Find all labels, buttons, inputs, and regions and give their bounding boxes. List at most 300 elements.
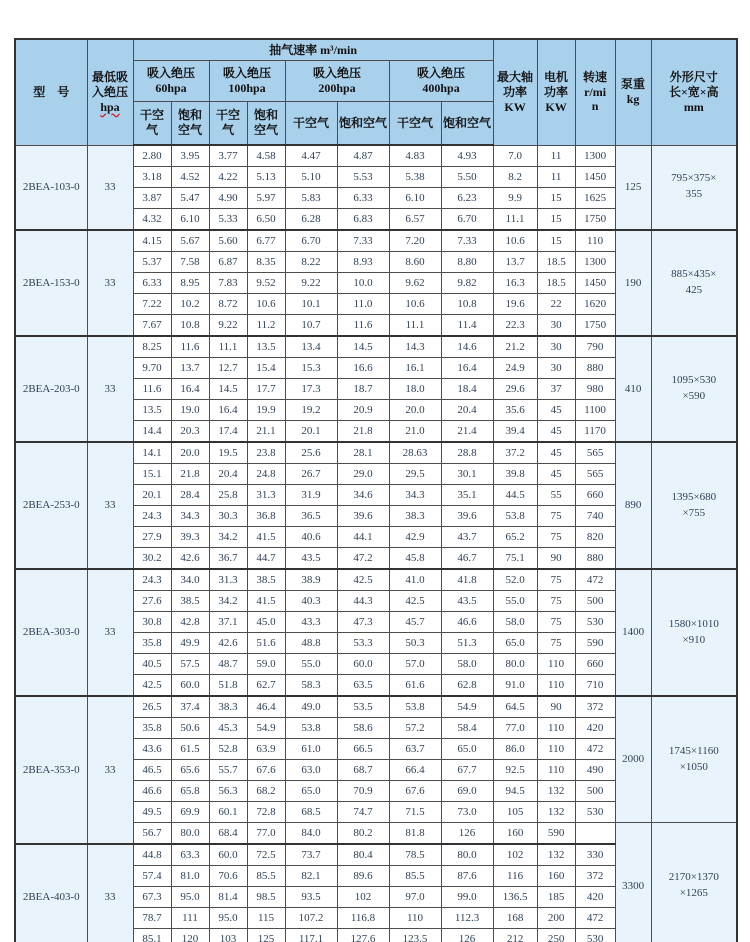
data-cell: 62.7 <box>247 675 285 697</box>
data-cell: 56.3 <box>209 781 247 802</box>
data-cell: 45.0 <box>247 612 285 633</box>
data-cell: 36.7 <box>209 548 247 570</box>
data-cell: 45 <box>537 421 575 443</box>
data-cell: 35.8 <box>133 718 171 739</box>
data-cell: 7.67 <box>133 315 171 337</box>
data-cell: 48.8 <box>285 633 337 654</box>
data-cell: 13.4 <box>285 336 337 358</box>
data-cell: 35.6 <box>493 400 537 421</box>
data-cell: 20.1 <box>285 421 337 443</box>
table-row <box>15 442 737 464</box>
data-cell: 110 <box>537 760 575 781</box>
data-cell: 80.0 <box>441 844 493 866</box>
data-cell: 34.3 <box>171 506 209 527</box>
data-cell: 54.9 <box>247 718 285 739</box>
data-cell: 26.7 <box>285 464 337 485</box>
model-cell: 2BEA-203-0 <box>15 336 87 442</box>
data-cell: 53.8 <box>493 506 537 527</box>
data-cell: 1750 <box>575 209 615 231</box>
data-cell: 420 <box>575 718 615 739</box>
data-cell: 7.58 <box>171 252 209 273</box>
model-cell: 2BEA-103-0 <box>15 145 87 230</box>
data-cell: 20.9 <box>337 400 389 421</box>
data-cell: 98.5 <box>247 887 285 908</box>
data-cell: 10.8 <box>171 315 209 337</box>
data-cell: 61.6 <box>389 675 441 697</box>
header-dry-air-400: 干空气 <box>389 102 441 146</box>
data-cell: 16.4 <box>171 379 209 400</box>
data-cell: 44.3 <box>337 591 389 612</box>
data-cell: 11.6 <box>337 315 389 337</box>
data-cell: 21.2 <box>493 336 537 358</box>
data-cell: 13.7 <box>493 252 537 273</box>
header-suction-200hpa <box>285 61 389 102</box>
data-cell: 102 <box>493 844 537 866</box>
data-cell: 43.7 <box>441 527 493 548</box>
data-cell: 18.7 <box>337 379 389 400</box>
data-cell: 58.6 <box>337 718 389 739</box>
data-cell: 126 <box>441 823 493 845</box>
table-row <box>15 145 737 167</box>
data-cell: 28.1 <box>337 442 389 464</box>
data-cell: 103 <box>209 929 247 942</box>
data-cell: 330 <box>575 844 615 866</box>
data-cell: 69.9 <box>171 802 209 823</box>
data-cell: 372 <box>575 866 615 887</box>
data-cell <box>575 823 615 845</box>
data-cell: 40.3 <box>285 591 337 612</box>
pump-weight-cell: 410 <box>615 336 651 442</box>
data-cell: 565 <box>575 442 615 464</box>
data-cell: 472 <box>575 569 615 591</box>
header-saturated-air-200: 饱和空气 <box>337 102 389 146</box>
data-cell: 58.4 <box>441 718 493 739</box>
header-suction-60hpa <box>133 61 209 102</box>
table-row <box>15 569 737 591</box>
data-cell: 30 <box>537 336 575 358</box>
data-cell: 14.1 <box>133 442 171 464</box>
data-cell: 62.8 <box>441 675 493 697</box>
data-cell: 21.8 <box>337 421 389 443</box>
header-pump-weight <box>615 39 651 145</box>
data-cell: 60.0 <box>171 675 209 697</box>
data-cell: 95.0 <box>209 908 247 929</box>
data-cell: 19.6 <box>493 294 537 315</box>
data-cell: 15 <box>537 209 575 231</box>
data-cell: 5.47 <box>171 188 209 209</box>
data-cell: 68.5 <box>285 802 337 823</box>
data-cell: 91.0 <box>493 675 537 697</box>
data-cell: 49.9 <box>171 633 209 654</box>
min-pressure-label: 最低吸入绝压 <box>91 69 128 99</box>
data-cell: 12.7 <box>209 358 247 379</box>
dims-line: 355 <box>685 188 703 201</box>
data-cell: 48.7 <box>209 654 247 675</box>
data-cell: 30.2 <box>133 548 171 570</box>
data-cell: 11.6 <box>133 379 171 400</box>
header-rotation-speed <box>575 39 615 145</box>
data-cell: 24.3 <box>133 506 171 527</box>
data-cell: 85.5 <box>247 866 285 887</box>
min-pressure-cell: 33 <box>87 145 133 230</box>
header-model: 型 号 <box>15 39 87 145</box>
data-cell: 75 <box>537 612 575 633</box>
data-cell: 19.2 <box>285 400 337 421</box>
data-cell: 15 <box>537 188 575 209</box>
data-cell: 85.1 <box>133 929 171 942</box>
data-cell: 93.5 <box>285 887 337 908</box>
dimensions-unit: mm <box>683 99 704 114</box>
data-cell: 73.0 <box>441 802 493 823</box>
data-cell: 53.3 <box>337 633 389 654</box>
data-cell: 18.5 <box>537 252 575 273</box>
data-cell: 28.4 <box>171 485 209 506</box>
header-max-shaft-power <box>493 39 537 145</box>
data-cell: 65.0 <box>441 739 493 760</box>
header-saturated-air-100: 饱和空气 <box>247 102 285 146</box>
data-cell: 16.6 <box>337 358 389 379</box>
data-cell: 44.1 <box>337 527 389 548</box>
data-cell: 42.6 <box>171 548 209 570</box>
data-cell: 69.0 <box>441 781 493 802</box>
data-cell: 6.77 <box>247 230 285 252</box>
data-cell: 27.9 <box>133 527 171 548</box>
data-cell: 45 <box>537 442 575 464</box>
data-cell: 55 <box>537 485 575 506</box>
data-cell: 39.3 <box>171 527 209 548</box>
data-cell: 660 <box>575 654 615 675</box>
data-cell: 75 <box>537 569 575 591</box>
data-cell: 4.93 <box>441 145 493 167</box>
data-cell: 63.7 <box>389 739 441 760</box>
data-cell: 35.1 <box>441 485 493 506</box>
data-cell: 64.5 <box>493 696 537 718</box>
data-cell: 67.7 <box>441 760 493 781</box>
data-cell: 5.38 <box>389 167 441 188</box>
data-cell: 500 <box>575 591 615 612</box>
data-cell: 19.9 <box>247 400 285 421</box>
data-cell: 70.6 <box>209 866 247 887</box>
min-pressure-cell: 33 <box>87 442 133 569</box>
dimensions-cell <box>651 823 737 942</box>
data-cell: 530 <box>575 612 615 633</box>
data-cell: 85.5 <box>389 866 441 887</box>
data-cell: 39.8 <box>493 464 537 485</box>
header-dimensions <box>651 39 737 145</box>
data-cell: 34.2 <box>209 527 247 548</box>
data-cell: 9.82 <box>441 273 493 294</box>
suction-label: 吸入绝压 <box>222 66 271 80</box>
dims-line: ×1050 <box>679 760 708 773</box>
data-cell: 50.3 <box>389 633 441 654</box>
data-cell: 60.0 <box>337 654 389 675</box>
data-cell: 8.22 <box>285 252 337 273</box>
data-cell: 45.3 <box>209 718 247 739</box>
data-cell: 820 <box>575 527 615 548</box>
data-cell: 66.4 <box>389 760 441 781</box>
data-cell: 60.1 <box>209 802 247 823</box>
data-cell: 34.2 <box>209 591 247 612</box>
data-cell: 1300 <box>575 252 615 273</box>
data-cell: 52.0 <box>493 569 537 591</box>
data-cell: 42.8 <box>171 612 209 633</box>
data-cell: 115 <box>247 908 285 929</box>
data-cell: 1450 <box>575 273 615 294</box>
data-cell: 4.90 <box>209 188 247 209</box>
data-cell: 15.3 <box>285 358 337 379</box>
data-cell: 1300 <box>575 145 615 167</box>
data-cell: 5.67 <box>171 230 209 252</box>
data-cell: 46.5 <box>133 760 171 781</box>
data-cell: 7.83 <box>209 273 247 294</box>
pump-weight-cell: 2000 <box>615 696 651 823</box>
data-cell: 31.3 <box>247 485 285 506</box>
data-cell: 31.9 <box>285 485 337 506</box>
data-cell: 40.6 <box>285 527 337 548</box>
data-cell: 21.0 <box>389 421 441 443</box>
suction-value: 400hpa <box>422 81 460 95</box>
data-cell: 132 <box>537 781 575 802</box>
data-cell: 36.5 <box>285 506 337 527</box>
data-cell: 75.1 <box>493 548 537 570</box>
data-cell: 5.33 <box>209 209 247 231</box>
data-cell: 67.6 <box>389 781 441 802</box>
data-cell: 81.4 <box>209 887 247 908</box>
data-cell: 65.6 <box>171 760 209 781</box>
data-cell: 52.8 <box>209 739 247 760</box>
data-cell: 42.6 <box>209 633 247 654</box>
data-cell: 81.8 <box>389 823 441 845</box>
data-cell: 29.0 <box>337 464 389 485</box>
data-cell: 60.0 <box>209 844 247 866</box>
model-cell: 2BEA-403-0 <box>15 844 87 942</box>
data-cell: 9.62 <box>389 273 441 294</box>
data-cell: 68.7 <box>337 760 389 781</box>
data-cell: 18.4 <box>441 379 493 400</box>
data-cell: 710 <box>575 675 615 697</box>
data-cell: 10.2 <box>171 294 209 315</box>
data-cell: 127.6 <box>337 929 389 942</box>
data-cell: 420 <box>575 887 615 908</box>
data-cell: 11 <box>537 145 575 167</box>
data-cell: 34.6 <box>337 485 389 506</box>
data-cell: 4.22 <box>209 167 247 188</box>
data-cell: 132 <box>537 844 575 866</box>
model-cell: 2BEA-253-0 <box>15 442 87 569</box>
data-cell: 45.7 <box>389 612 441 633</box>
data-cell: 99.0 <box>441 887 493 908</box>
dims-line: 425 <box>685 284 703 296</box>
data-cell: 14.5 <box>209 379 247 400</box>
data-cell: 34.0 <box>171 569 209 591</box>
data-cell: 39.6 <box>441 506 493 527</box>
data-cell: 16.1 <box>389 358 441 379</box>
data-cell: 42.9 <box>389 527 441 548</box>
data-cell: 78.7 <box>133 908 171 929</box>
data-cell: 13.5 <box>133 400 171 421</box>
dimensions-cell <box>651 145 737 230</box>
data-cell: 26.5 <box>133 696 171 718</box>
motor-power-unit: KW <box>545 99 567 114</box>
data-cell: 17.3 <box>285 379 337 400</box>
model-cell: 2BEA-353-0 <box>15 696 87 844</box>
data-cell: 28.63 <box>389 442 441 464</box>
data-cell: 105 <box>493 802 537 823</box>
data-cell: 30.1 <box>441 464 493 485</box>
data-cell: 590 <box>537 823 575 845</box>
data-cell: 38.5 <box>171 591 209 612</box>
data-cell: 37.4 <box>171 696 209 718</box>
pump-weight-label: 泵重 <box>621 77 646 92</box>
header-dry-air-200: 干空气 <box>285 102 337 146</box>
rotation-speed-label: 转速 <box>583 70 608 85</box>
data-cell: 20.0 <box>389 400 441 421</box>
motor-power-label: 电机功率 <box>544 69 569 99</box>
data-cell: 6.57 <box>389 209 441 231</box>
data-cell: 4.15 <box>133 230 171 252</box>
data-cell: 27.6 <box>133 591 171 612</box>
data-cell: 160 <box>493 823 537 845</box>
data-cell: 63.9 <box>247 739 285 760</box>
pump-weight-unit: kg <box>626 92 640 107</box>
dims-line: 1395×680 <box>671 490 717 503</box>
data-cell: 116.8 <box>337 908 389 929</box>
data-cell: 111 <box>171 908 209 929</box>
data-cell: 2.80 <box>133 145 171 167</box>
data-cell: 13.5 <box>247 336 285 358</box>
data-cell: 250 <box>537 929 575 942</box>
data-cell: 7.22 <box>133 294 171 315</box>
data-cell: 47.2 <box>337 548 389 570</box>
max-shaft-power-label: 最大轴功率 <box>497 69 534 99</box>
data-cell: 44.5 <box>493 485 537 506</box>
data-cell: 41.5 <box>247 527 285 548</box>
data-cell: 53.8 <box>389 696 441 718</box>
data-cell: 43.3 <box>285 612 337 633</box>
data-cell: 6.83 <box>337 209 389 231</box>
min-pressure-cell: 33 <box>87 336 133 442</box>
data-cell: 54.9 <box>441 696 493 718</box>
data-cell: 28.8 <box>441 442 493 464</box>
data-cell: 110 <box>389 908 441 929</box>
data-cell: 565 <box>575 464 615 485</box>
data-cell: 500 <box>575 781 615 802</box>
data-cell: 1100 <box>575 400 615 421</box>
data-cell: 41.5 <box>247 591 285 612</box>
data-cell: 65.8 <box>171 781 209 802</box>
header-saturated-air-400: 饱和空气 <box>441 102 493 146</box>
data-cell: 20.4 <box>441 400 493 421</box>
data-cell: 530 <box>575 802 615 823</box>
data-cell: 61.0 <box>285 739 337 760</box>
data-cell: 43.5 <box>441 591 493 612</box>
data-cell: 660 <box>575 485 615 506</box>
data-cell: 20.3 <box>171 421 209 443</box>
min-pressure-unit: hpa <box>100 99 120 114</box>
data-cell: 39.4 <box>493 421 537 443</box>
table-header <box>15 39 737 145</box>
data-cell: 24.9 <box>493 358 537 379</box>
data-cell: 9.22 <box>209 315 247 337</box>
dimensions-cell <box>651 230 737 336</box>
data-cell: 74.7 <box>337 802 389 823</box>
data-cell: 46.4 <box>247 696 285 718</box>
data-cell: 29.5 <box>389 464 441 485</box>
dims-line: 795×375× <box>671 172 717 185</box>
dimensions-label: 外形尺寸 <box>669 69 718 84</box>
header-suction-100hpa <box>209 61 285 102</box>
data-cell: 25.6 <box>285 442 337 464</box>
data-cell: 18.5 <box>537 273 575 294</box>
table-row <box>15 336 737 358</box>
data-cell: 87.6 <box>441 866 493 887</box>
data-cell: 34.3 <box>389 485 441 506</box>
data-cell: 132 <box>537 802 575 823</box>
data-cell: 71.5 <box>389 802 441 823</box>
data-cell: 472 <box>575 908 615 929</box>
data-cell: 80.2 <box>337 823 389 845</box>
data-cell: 47.3 <box>337 612 389 633</box>
data-cell: 11.1 <box>209 336 247 358</box>
data-cell: 11.1 <box>389 315 441 337</box>
min-pressure-cell: 33 <box>87 230 133 336</box>
table-row <box>15 696 737 718</box>
data-cell: 24.3 <box>133 569 171 591</box>
dims-line: 1095×530 <box>671 374 717 387</box>
data-cell: 57.2 <box>389 718 441 739</box>
data-cell: 14.6 <box>441 336 493 358</box>
data-cell: 37 <box>537 379 575 400</box>
data-cell: 55.7 <box>209 760 247 781</box>
data-cell: 1170 <box>575 421 615 443</box>
table-row <box>15 230 737 252</box>
data-cell: 8.95 <box>171 273 209 294</box>
data-cell: 15 <box>537 230 575 252</box>
data-cell: 57.0 <box>389 654 441 675</box>
data-cell: 56.7 <box>133 823 171 845</box>
data-cell: 72.8 <box>247 802 285 823</box>
data-cell: 63.0 <box>285 760 337 781</box>
data-cell: 51.6 <box>247 633 285 654</box>
pump-weight-cell: 1400 <box>615 569 651 696</box>
suction-label: 吸入绝压 <box>417 66 466 80</box>
data-cell: 58.0 <box>441 654 493 675</box>
data-cell: 42.5 <box>133 675 171 697</box>
data-cell: 5.60 <box>209 230 247 252</box>
data-cell: 9.22 <box>285 273 337 294</box>
data-cell: 160 <box>537 866 575 887</box>
data-cell: 6.70 <box>441 209 493 231</box>
data-cell: 30 <box>537 358 575 379</box>
data-cell: 212 <box>493 929 537 942</box>
data-cell: 4.47 <box>285 145 337 167</box>
data-cell: 39.6 <box>337 506 389 527</box>
data-cell: 78.5 <box>389 844 441 866</box>
data-cell: 94.5 <box>493 781 537 802</box>
data-cell: 6.87 <box>209 252 247 273</box>
data-cell: 11.1 <box>493 209 537 231</box>
data-cell: 112.3 <box>441 908 493 929</box>
data-cell: 10.1 <box>285 294 337 315</box>
data-cell: 65.0 <box>285 781 337 802</box>
data-cell: 16.4 <box>441 358 493 379</box>
data-cell: 49.0 <box>285 696 337 718</box>
data-cell: 38.5 <box>247 569 285 591</box>
data-cell: 1620 <box>575 294 615 315</box>
data-cell: 36.8 <box>247 506 285 527</box>
data-cell: 59.0 <box>247 654 285 675</box>
data-cell: 136.5 <box>493 887 537 908</box>
